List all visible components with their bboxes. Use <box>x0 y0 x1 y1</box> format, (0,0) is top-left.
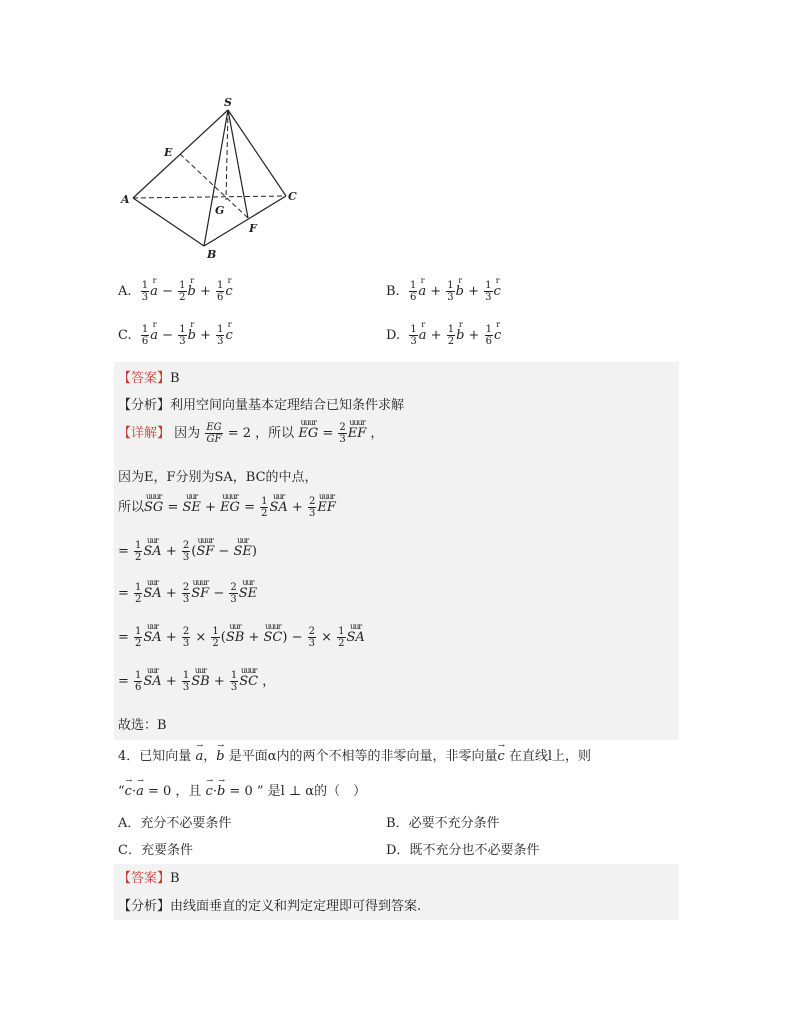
q3-detail-line4: = $\frac{1}{2}$ SA uur + $\frac{2}{3}$ (SF uuur − SE uur ) <box>118 536 257 563</box>
label-C: C <box>288 190 297 203</box>
edge-SC <box>228 110 286 196</box>
q3-option-c[interactable]: C. $\frac{1}{6}$ a r − $\frac{1}{3}$ b r + $\frac{1}{3}$ c r <box>118 320 233 347</box>
edge-AC-hidden <box>133 196 286 198</box>
edge-SB <box>204 110 228 246</box>
q3-answer: 【答案】B <box>118 371 180 386</box>
q4-option-d[interactable]: D．既不充分也不必要条件 <box>386 843 540 858</box>
edge-AB <box>133 198 204 246</box>
q3-detail-line6: = $\frac{1}{2}$ SA uur + $\frac{2}{3}$ × $\frac{1}{2}$ (SB uur + SC uuur ) − $\frac{2}{3}$ × $\frac{1}{2}$ SA uur <box>118 622 365 649</box>
q3-analysis: 【分析】利用空间向量基本定理结合已知条件求解 <box>118 398 405 413</box>
q3-detail-line3: 所以SG uuur = SE uur + EG uuur = $\frac{1}{2}$ SA uur + $\frac{2}{3}$ EF uuur <box>118 492 336 519</box>
q4-option-c[interactable]: C．充要条件 <box>118 843 193 858</box>
q3-option-a[interactable]: A. $\frac{1}{3}$ a r − $\frac{1}{2}$ b r + $\frac{1}{6}$ c r <box>118 276 233 303</box>
label-A: A <box>121 193 130 206</box>
q3-conclusion: 故选：B <box>118 718 167 733</box>
label-S: S <box>224 96 232 109</box>
label-F: F <box>249 222 257 235</box>
label-B: B <box>207 248 217 261</box>
edge-SF <box>228 110 248 218</box>
label-G: G <box>215 204 225 217</box>
q4-option-b[interactable]: B．必要不充分条件 <box>386 816 500 831</box>
q4-stem-line1: 4．已知向量 a → ，b → 是平面α内的两个不相等的非零向量，非零向量c → 在直线l上，则 <box>118 741 592 764</box>
q4-option-a[interactable]: A．充分不必要条件 <box>118 816 232 831</box>
q3-option-d[interactable]: D. $\frac{1}{3}$ a r + $\frac{1}{2}$ b r + $\frac{1}{6}$ c r <box>386 320 502 347</box>
q3-detail-line2: 因为E，F分别为SA，BC的中点， <box>118 470 318 485</box>
q4-stem-line2: “c → ·a → = 0 ，且 c → ·b → = 0 ” 是l ⊥ α的（ ） <box>118 776 367 799</box>
q3-detail-line7: = $\frac{1}{6}$ SA uur + $\frac{1}{3}$ SB uur + $\frac{1}{3}$ SC uuur ， <box>118 666 276 693</box>
label-E: E <box>164 146 173 159</box>
q3-option-b[interactable]: B. $\frac{1}{6}$ a r + $\frac{1}{3}$ b r + $\frac{1}{3}$ c r <box>386 276 501 303</box>
segment-SG <box>226 110 228 200</box>
q3-detail-line5: = $\frac{1}{2}$ SA uur + $\frac{2}{3}$ SF uuur − $\frac{2}{3}$ SE uur <box>118 578 258 605</box>
q4-analysis: 【分析】由线面垂直的定义和判定定理即可得到答案. <box>118 899 422 914</box>
q3-detail-line1: 【详解】 因为 $\frac{EG}{GF}$ = 2 ，所以 EG uuur = $\frac{2}{3}$ EF uuur ， <box>118 418 384 445</box>
pyramid-figure <box>118 92 318 262</box>
q4-answer: 【答案】B <box>118 871 180 886</box>
